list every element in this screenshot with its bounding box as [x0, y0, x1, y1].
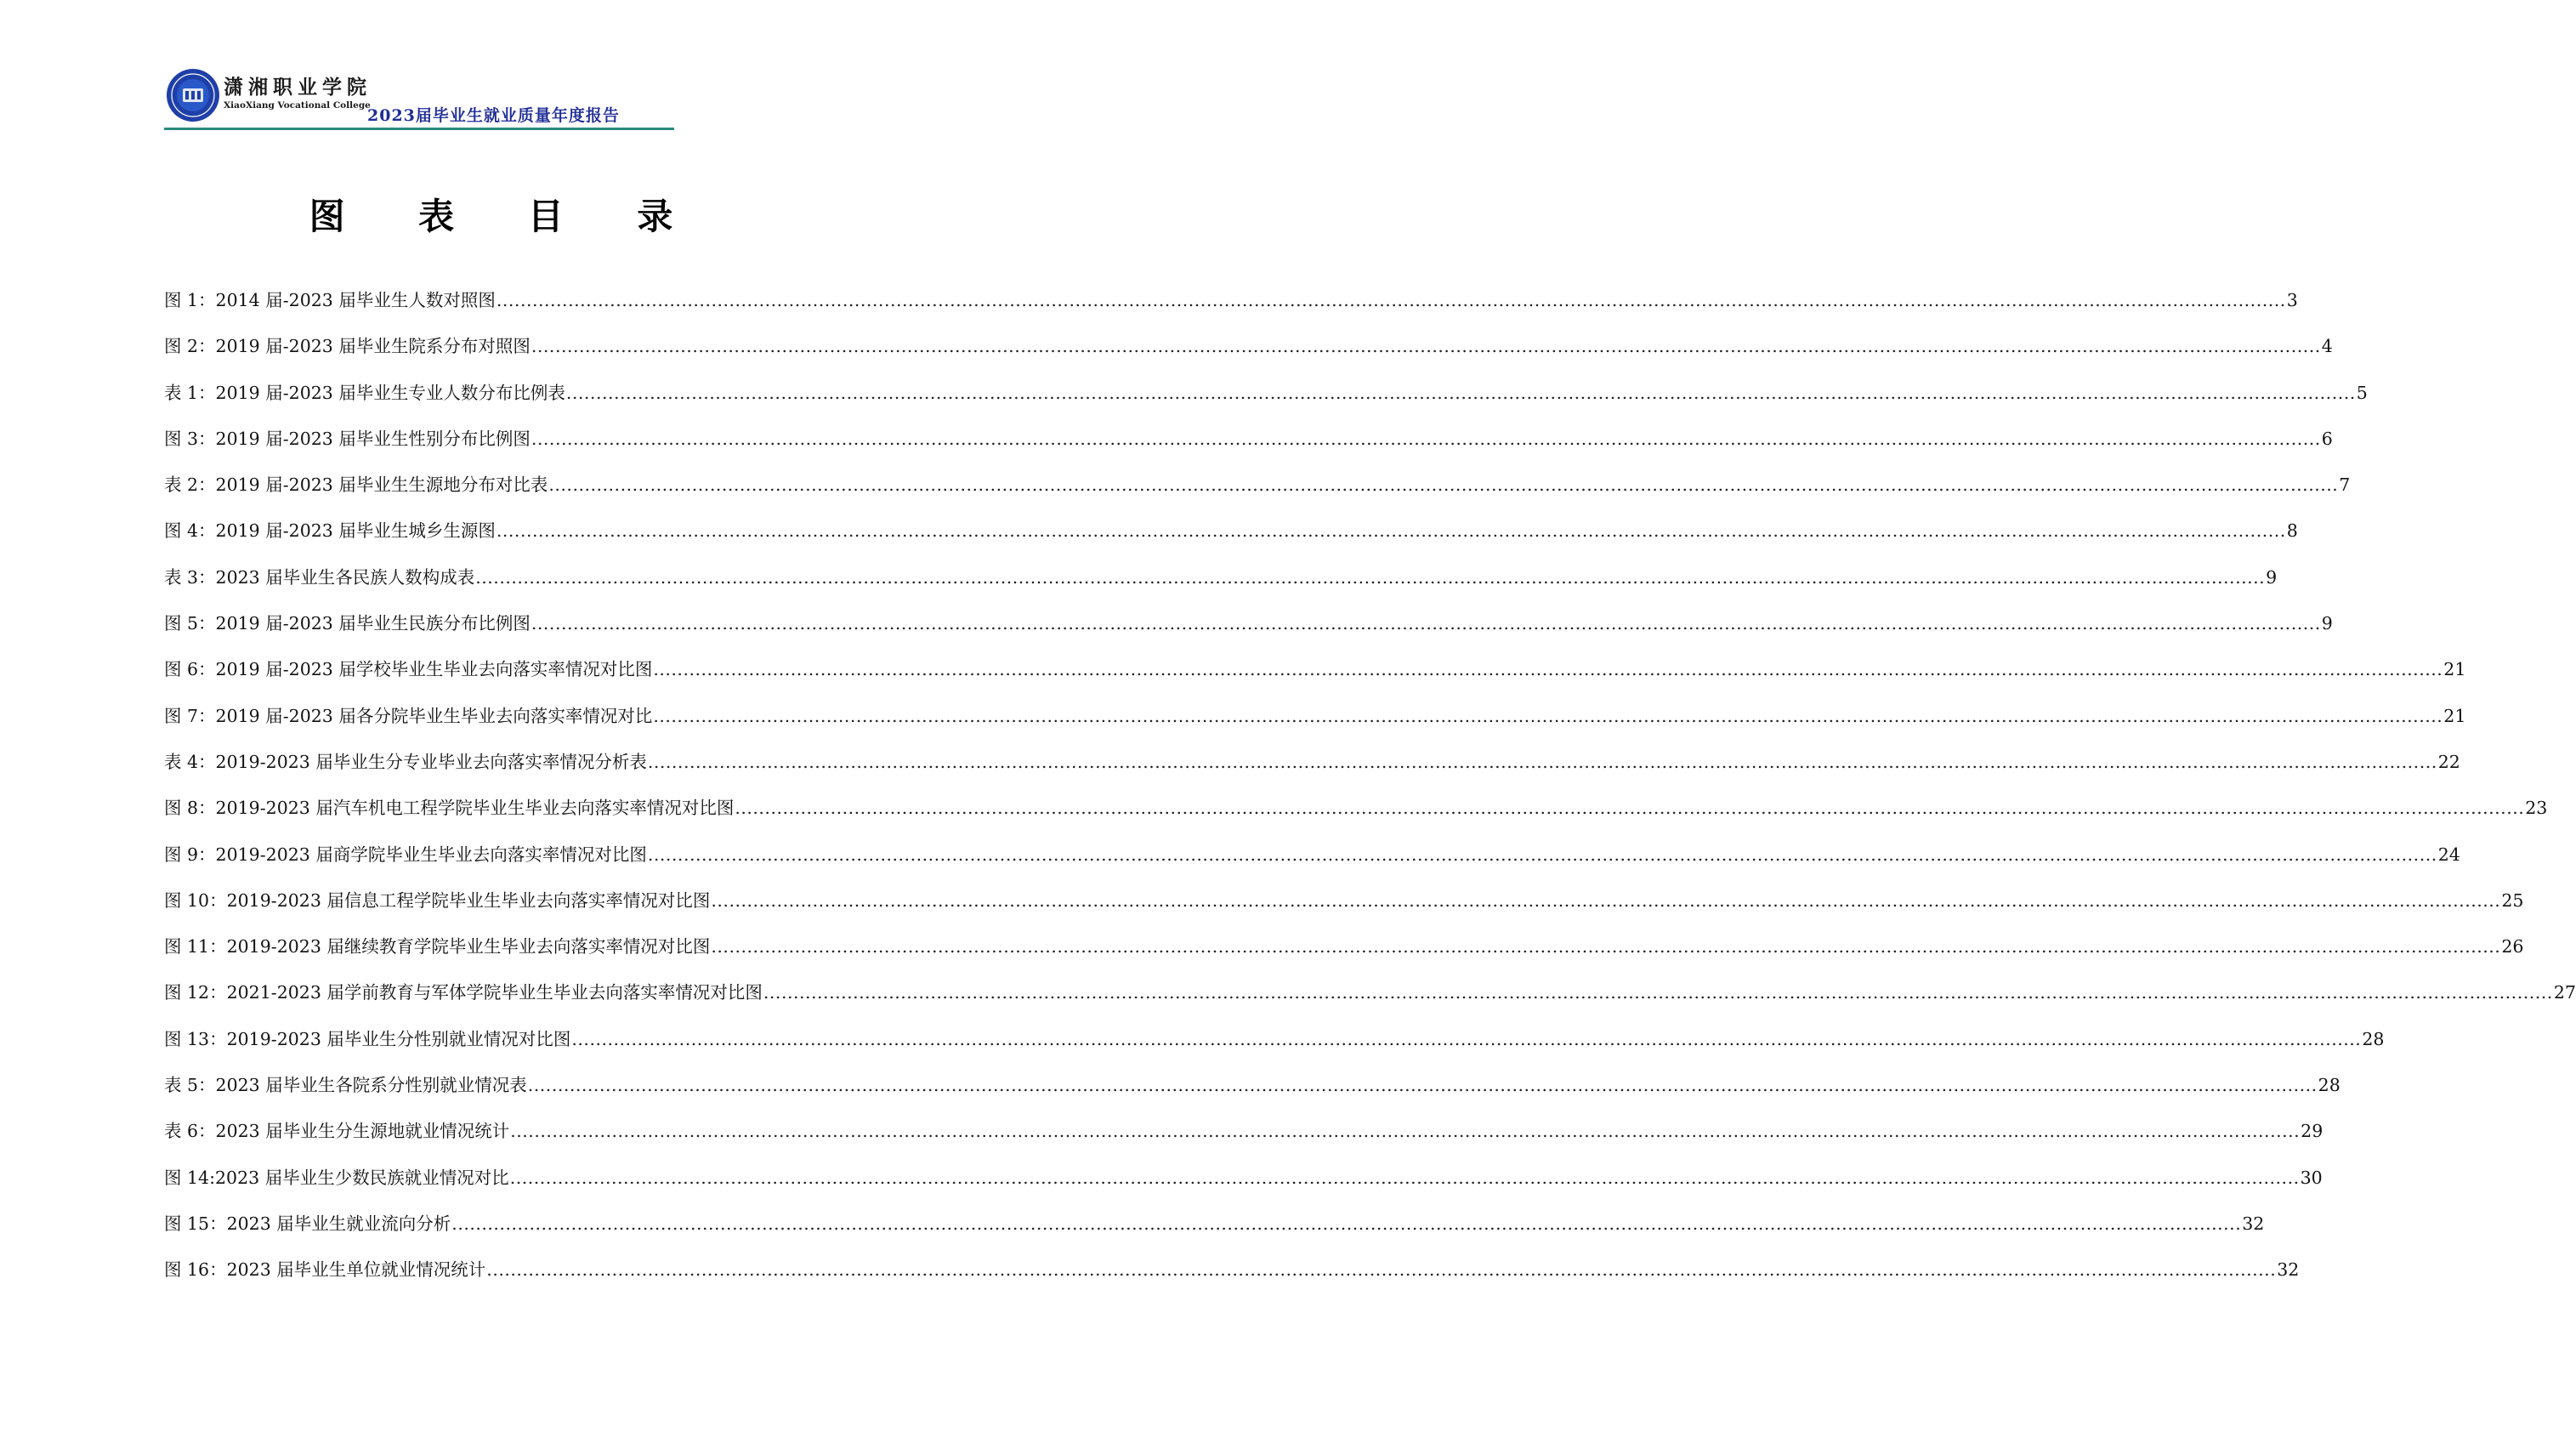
toc-entry-title: 表 3：2023 届毕业生各民族人数构成表: [164, 566, 475, 588]
toc-entry-title: 图 8：2019-2023 届汽车机电工程学院毕业生毕业去向落实率情况对比图: [164, 798, 735, 819]
toc-entry-title: 表 2：2019 届-2023 届毕业生生源地分布对比表: [164, 474, 548, 496]
toc-leader-dots: ............................................................................................................................................................................................................................................................................................................: [531, 336, 2321, 357]
toc-entry-page: 24: [2437, 844, 2460, 865]
toc-entry-title: 表 6：2023 届毕业生分生源地就业情况统计: [164, 1121, 510, 1142]
toc-entry-title: 图 15：2023 届毕业生就业流向分析: [164, 1213, 451, 1234]
toc-leader-dots: ............................................................................................................................................................................................................................................................................................................: [735, 798, 2525, 819]
toc-entry-page: 8: [2286, 520, 2298, 542]
toc-entry[interactable]: [164, 286, 2298, 332]
toc-entry[interactable]: [164, 378, 2368, 424]
toc-entry-page: 25: [2501, 889, 2524, 911]
toc-entry-page: 7: [2339, 474, 2351, 496]
toc-entry[interactable]: [164, 516, 2298, 562]
toc-leader-dots: ............................................................................................................................................................................................................................................................................................................: [565, 382, 2356, 403]
toc-entry[interactable]: [164, 1209, 2265, 1255]
toc-entry-page: 28: [2318, 1075, 2341, 1096]
toc-entry-page: 9: [2321, 613, 2333, 634]
toc-leader-dots: ............................................................................................................................................................................................................................................................................................................: [475, 566, 2266, 588]
toc-leader-dots: ............................................................................................................................................................................................................................................................................................................: [571, 1028, 2362, 1049]
toc-leader-dots: ............................................................................................................................................................................................................................................................................................................: [548, 474, 2339, 496]
toc-entry-page: 29: [2301, 1121, 2324, 1142]
toc-entry-page: 21: [2443, 659, 2466, 680]
toc-leader-dots: ............................................................................................................................................................................................................................................................................................................: [496, 520, 2286, 542]
toc-entry-page: 21: [2443, 705, 2466, 726]
page-header: [164, 66, 674, 134]
toc-leader-dots: ............................................................................................................................................................................................................................................................................................................: [496, 290, 2286, 310]
toc-entry-title: 表 5：2023 届毕业生各院系分性别就业情况表: [164, 1075, 527, 1096]
toc-entry-page: 3: [2286, 290, 2298, 310]
toc-entry[interactable]: [164, 655, 2466, 701]
toc-entry-title: 图 10：2019-2023 届信息工程学院毕业生毕业去向落实率情况对比图: [164, 889, 711, 911]
toc-leader-dots: ............................................................................................................................................................................................................................................................................................................: [763, 982, 2553, 1003]
toc-entry[interactable]: [164, 932, 2524, 978]
toc-entry[interactable]: [164, 978, 2576, 1024]
toc-entry-title: 表 4：2019-2023 届毕业生分专业毕业去向落实率情况分析表: [164, 751, 647, 772]
toc-entry[interactable]: [164, 886, 2524, 932]
toc-entry-title: 图 11：2019-2023 届继续教育学院毕业生毕业去向落实率情况对比图: [164, 936, 711, 958]
college-seal-icon: [166, 68, 220, 122]
toc-entry-page: 9: [2266, 566, 2278, 588]
toc-entry-title: 图 4：2019 届-2023 届毕业生城乡生源图: [164, 520, 496, 542]
toc-entry-title: 图 12：2021-2023 届学前教育与军体学院毕业生毕业去向落实率情况对比图: [164, 982, 763, 1003]
college-name-cn: 潇湘职业学院: [224, 76, 372, 99]
toc-entry[interactable]: [164, 1025, 2385, 1071]
toc-entry-page: 27: [2553, 982, 2576, 1003]
toc-entry[interactable]: [164, 1255, 2300, 1301]
toc-leader-dots: ............................................................................................................................................................................................................................................................................................................: [647, 844, 2437, 865]
toc-entry[interactable]: [164, 702, 2466, 747]
toc-entry-page: 30: [2300, 1167, 2323, 1188]
toc-entry-title: 图 16：2023 届毕业生单位就业情况统计: [164, 1259, 486, 1281]
toc-leader-dots: ............................................................................................................................................................................................................................................................................................................: [510, 1121, 2301, 1142]
toc-entry[interactable]: [164, 332, 2333, 378]
toc-entry-title: 图 14:2023 届毕业生少数民族就业情况对比: [164, 1167, 509, 1188]
toc-entry[interactable]: [164, 424, 2333, 470]
toc-entry[interactable]: [164, 793, 2548, 839]
figure-table-list: [164, 286, 2576, 1302]
toc-leader-dots: ............................................................................................................................................................................................................................................................................................................: [486, 1259, 2277, 1281]
toc-leader-dots: ............................................................................................................................................................................................................................................................................................................: [647, 751, 2437, 772]
header-divider: [164, 128, 674, 130]
toc-leader-dots: ............................................................................................................................................................................................................................................................................................................: [451, 1213, 2242, 1234]
toc-leader-dots: ............................................................................................................................................................................................................................................................................................................: [527, 1075, 2318, 1096]
toc-entry[interactable]: [164, 609, 2333, 655]
toc-entry[interactable]: [164, 1071, 2341, 1117]
toc-entry[interactable]: [164, 563, 2278, 609]
college-name-en: XiaoXiang Vocational College: [224, 100, 371, 111]
toc-entry-title: 图 6：2019 届-2023 届学校毕业生毕业去向落实率情况对比图: [164, 659, 653, 680]
toc-entry-title: 图 3：2019 届-2023 届毕业生性别分布比例图: [164, 428, 531, 449]
toc-leader-dots: ............................................................................................................................................................................................................................................................................................................: [531, 428, 2321, 449]
toc-entry-page: 6: [2321, 428, 2333, 449]
toc-leader-dots: ............................................................................................................................................................................................................................................................................................................: [531, 613, 2321, 634]
toc-entry-title: 图 1：2014 届-2023 届毕业生人数对照图: [164, 290, 496, 310]
page-title: 图 表 目 录: [309, 196, 704, 237]
toc-entry-page: 32: [2277, 1259, 2300, 1281]
toc-entry[interactable]: [164, 840, 2460, 886]
toc-entry-page: 23: [2525, 798, 2548, 819]
toc-entry-page: 32: [2242, 1213, 2265, 1234]
toc-leader-dots: ............................................................................................................................................................................................................................................................................................................: [711, 889, 2501, 911]
toc-entry-page: 28: [2362, 1028, 2385, 1049]
toc-entry-title: 图 5：2019 届-2023 届毕业生民族分布比例图: [164, 613, 531, 634]
toc-entry-page: 4: [2321, 336, 2333, 357]
toc-leader-dots: ............................................................................................................................................................................................................................................................................................................: [653, 659, 2443, 680]
toc-entry-page: 5: [2356, 382, 2368, 403]
toc-entry-page: 26: [2501, 936, 2524, 958]
report-title: 2023届毕业生就业质量年度报告: [367, 106, 620, 125]
toc-entry[interactable]: [164, 470, 2351, 516]
toc-leader-dots: ............................................................................................................................................................................................................................................................................................................: [653, 705, 2443, 726]
toc-leader-dots: ............................................................................................................................................................................................................................................................................................................: [711, 936, 2501, 958]
toc-entry-title: 图 9：2019-2023 届商学院毕业生毕业去向落实率情况对比图: [164, 844, 647, 865]
toc-entry[interactable]: [164, 1163, 2323, 1209]
toc-entry-title: 表 1：2019 届-2023 届毕业生专业人数分布比例表: [164, 382, 565, 403]
toc-entry-page: 22: [2437, 751, 2460, 772]
toc-entry-title: 图 2：2019 届-2023 届毕业生院系分布对照图: [164, 336, 531, 357]
toc-entry[interactable]: [164, 1117, 2324, 1162]
toc-entry-title: 图 13：2019-2023 届毕业生分性别就业情况对比图: [164, 1028, 571, 1049]
toc-entry[interactable]: [164, 747, 2460, 793]
toc-leader-dots: ............................................................................................................................................................................................................................................................................................................: [509, 1167, 2300, 1188]
toc-entry-title: 图 7：2019 届-2023 届各分院毕业生毕业去向落实率情况对比: [164, 705, 653, 726]
